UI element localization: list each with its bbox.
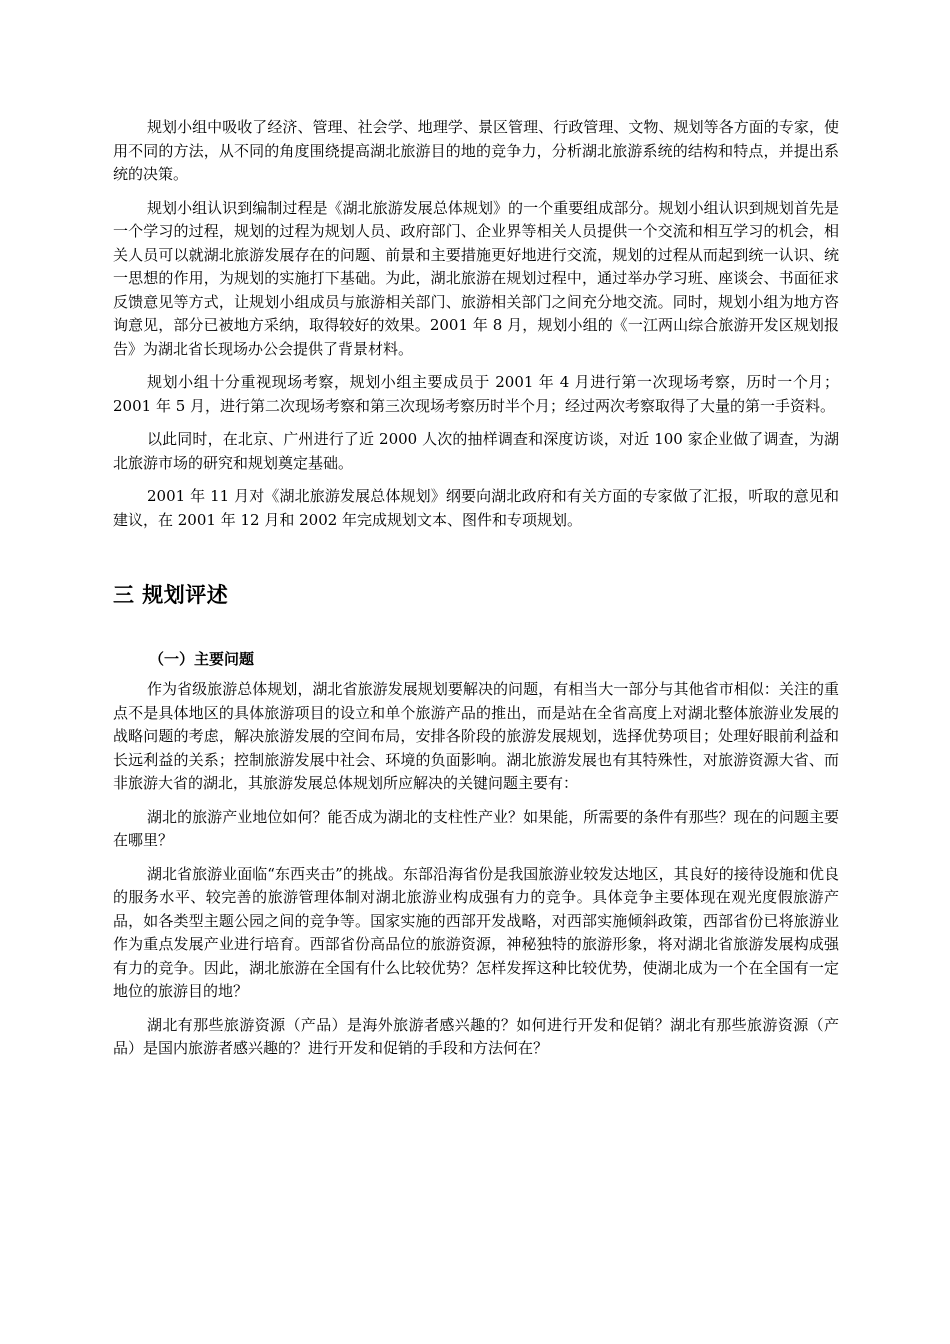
section-heading: 三 规划评述	[113, 583, 229, 607]
paragraph-resources: 湖北有那些旅游资源（产品）是海外旅游者感兴趣的？如何进行开发和促销？湖北有那些旅游资源（产品）是国内旅游者感兴趣的？进行开发和促销的手段和方法何在？	[113, 1015, 839, 1057]
paragraph-competition: 湖北省旅游业面临“东西夹击”的挑战。东部沿海省份是我国旅游业较发达地区，其良好的接待设施和优良的服务水平、较完善的旅游管理体制对湖北旅游业构成强有力的竞争。具体竞争主要体现在观光度假旅游产品，如各类型主题公园之间的竞争等。国家实施的西部开发战略，对西部实施倾斜政策，西部省份已将旅游业作为重点发展产业进行培育。西部省份高品位的旅游资源，神秘独特的旅游形象，将对湖北省旅游发展构成强有力的竞争。因此，湖北旅游在全国有什么比较优势？怎样发挥这种比较优势，使湖北成为一个在全国有一定地位的旅游目的地？	[113, 864, 839, 1000]
paragraph-expert-team: 规划小组中吸收了经济、管理、社会学、地理学、景区管理、行政管理、文物、规划等各方面的专家，使用不同的方法，从不同的角度围绕提高湖北旅游目的地的竞争力，分析湖北旅游系统的结构和特点，并提出系统的决策。	[113, 118, 839, 183]
paragraph-field-survey: 规划小组十分重视现场考察，规划小组主要成员于 2001 年 4 月进行第一次现场考察，历时一个月；2001 年 5 月，进行第二次现场考察和第三次现场考察历时半个月；经过两次考察取得了大量的第一手资料。	[113, 373, 839, 415]
document-body	[113, 116, 839, 1071]
paragraph-planning-process: 规划小组认识到编制过程是《湖北旅游发展总体规划》的一个重要组成部分。规划小组认识到规划首先是一个学习的过程，规划的过程为规划人员、政府部门、企业界等相关人员提供一个交流和相互学习的机会，相关人员可以就湖北旅游发展存在的问题、前景和主要措施更好地进行交流，规划的过程从而起到统一认识、统一思想的作用，为规划的实施打下基础。为此，湖北旅游在规划过程中，通过举办学习班、座谈会、书面征求反馈意见等方式，让规划小组成员与旅游相关部门、旅游相关部门之间充分地交流。同时，规划小组为地方咨询意见，部分已被地方采纳，取得较好的效果。2001 年 8 月，规划小组的《一江两山综合旅游开发区规划报告》为湖北省长现场办公会提供了背景材料。	[113, 198, 839, 358]
paragraph-report-timeline: 2001 年 11 月对《湖北旅游发展总体规划》纲要向湖北政府和有关方面的专家做了汇报，听取的意见和建议，在 2001 年 12 月和 2002 年完成规划文本、图件和专项规划。	[113, 487, 839, 529]
sub-heading: （一）主要问题	[149, 650, 255, 668]
paragraph-key-issues: 作为省级旅游总体规划，湖北省旅游发展规划要解决的问题，有相当大一部分与其他省市相似：关注的重点不是具体地区的具体旅游项目的设立和单个旅游产品的推出，而是站在全省高度上对湖北整体旅游业发展的战略问题的考虑，解决旅游发展的空间布局，安排各阶段的旅游发展规划，选择优势项目；处理好眼前利益和长远利益的关系；控制旅游发展中社会、环境的负面影响。湖北旅游发展也有其特殊性，对旅游资源大省、而非旅游大省的湖北，其旅游发展总体规划所应解决的关键问题主要有：	[113, 680, 839, 792]
paragraph-market-survey: 以此同时，在北京、广州进行了近 2000 人次的抽样调查和深度访谈，对近 100 家企业做了调查，为湖北旅游市场的研究和规划奠定基础。	[113, 430, 839, 472]
paragraph-industry-position: 湖北的旅游产业地位如何？能否成为湖北的支柱性产业？如果能，所需要的条件有那些？现在的问题主要在哪里？	[113, 807, 839, 849]
